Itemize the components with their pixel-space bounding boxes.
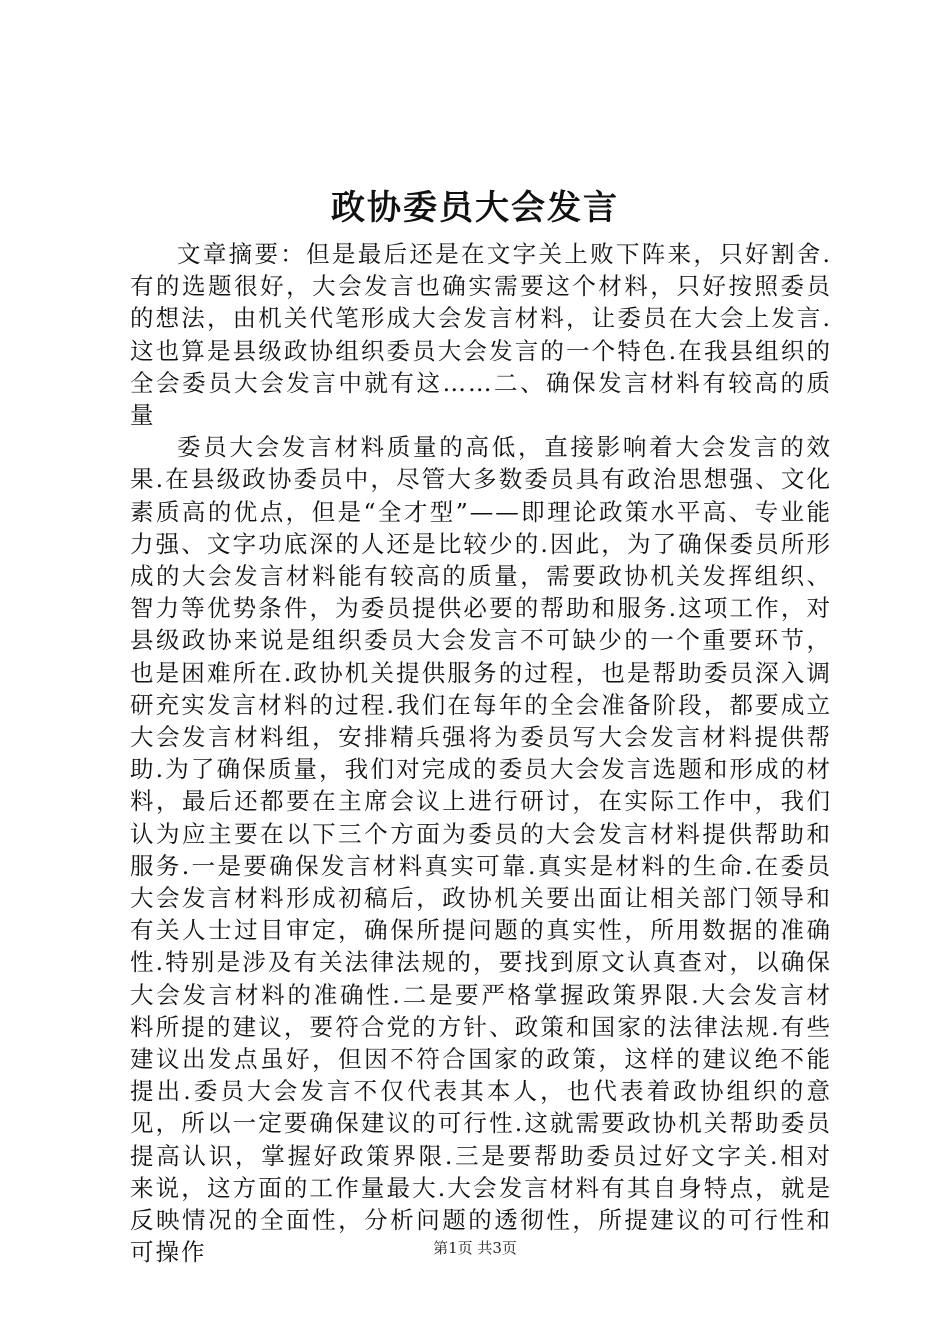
page-number-footer: 第1页 共3页	[433, 1239, 517, 1257]
document-title: 政协委员大会发言	[331, 188, 619, 228]
body-paragraph: 委员大会发言材料质量的高低，直接影响着大会发言的效果.在县级政协委员中，尽管大多数委员具有政治思想强、文化素质高的优点，但是“全才型”——即理论政策水平高、专业能力强、文字功底深的人还是比较少的.因此，为了确保委员所形成的大会发言材料能有较高的质量，需要政协机关发挥组织、智力等优势条件，为委员提供必要的帮助和服务.这项工作，对县级政协来说是组织委员大会发言不可缺少的一个重要环节，也是困难所在.政协机关提供服务的过程，也是帮助委员深入调研充实发言材料的过程.我们在每年的全会准备阶段，都要成立大会发言材料组，安排精兵强将为委员写大会发言材料提供帮助.为了确保质量，我们对完成的委员大会发言选题和形成的材料，最后还都要在主席会议上进行研讨，在实际工作中，我们认为应主要在以下三个方面为委员的大会发言材料提供帮助和服务.一是要确保发言材料真实可靠.真实是材料的生命.在委员大会发言材料形成初稿后，政协机关要出面让相关部门领导和有关人士过目审定，确保所提问题的真实性，所用数据的准确性.特别是涉及有关法律法规的，要找到原文认真查对，以确保大会发言材料的准确性.二是要严格掌握政策界限.大会发言材料所提的建议，要符合党的方针、政策和国家的法律法规.有些建议出发点虽好，但因不符合国家的政策，这样的建议绝不能提出.委员大会发言不仅代表其本人，也代表着政协组织的意见，所以一定要确保建议的可行性.这就需要政协机关帮助委员提高认识，掌握好政策界限.三是要帮助委员过好文字关.相对来说，这方面的工作量最大.大会发言材料有其自身特点，就是反映情况的全面性，分析问题的透彻性，所提建议的可行性和可操作	[130, 433, 832, 1267]
document-body	[130, 238, 832, 1269]
summary-paragraph: 文章摘要：但是最后还是在文字关上败下阵来，只好割舍.有的选题很好，大会发言也确实需要这个材料，只好按照委员的想法，由机关代笔形成大会发言材料，让委员在大会上发言.这也算是县级政协组织委员大会发言的一个特色.在我县组织的全会委员大会发言中就有这……二、确保发言材料有较高的质量	[130, 240, 832, 430]
